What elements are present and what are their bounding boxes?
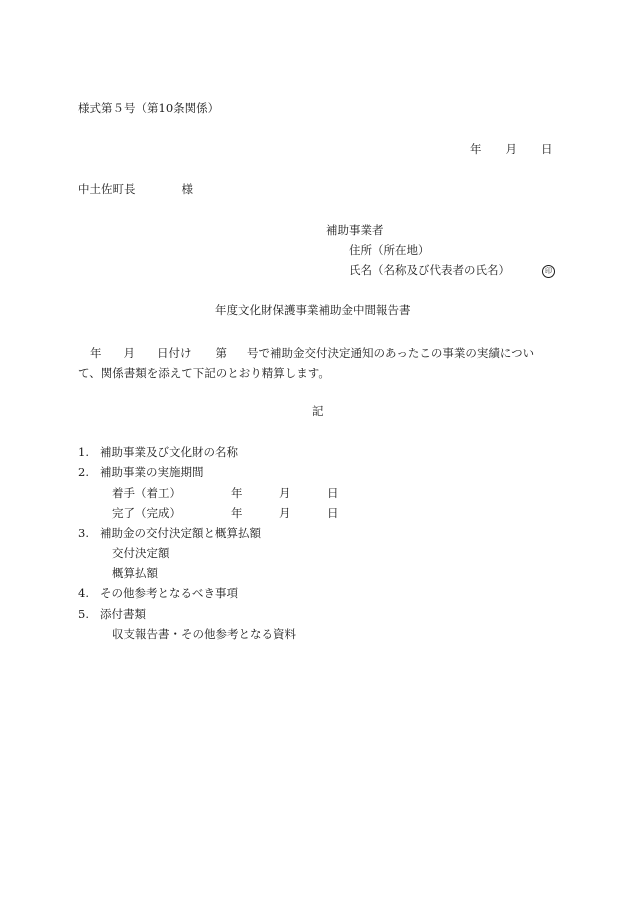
addressee — [78, 183, 193, 197]
ki-heading: 記 — [312, 404, 324, 418]
addressee-name: 中土佐町長 — [78, 182, 136, 196]
item-2-label: 補助事業の実施期間 — [100, 465, 204, 479]
item-4-label: その他参考となるべき事項 — [100, 586, 238, 600]
applicant-heading: 補助事業者 — [326, 223, 384, 237]
item-3-sub-2: 概算払額 — [112, 566, 158, 580]
item-2-end-year: 年 — [231, 506, 243, 520]
seal-icon: 印 — [542, 265, 555, 278]
date-year: 年 — [470, 142, 482, 156]
intro-number-prefix: 第 — [215, 346, 227, 360]
intro-year: 年 — [90, 346, 102, 360]
item-2-number: 2. — [78, 465, 89, 479]
item-3-number: 3. — [78, 526, 89, 540]
intro-text-1: 号で補助金交付決定通知のあったこの事業の実績につい — [247, 346, 535, 360]
document-title: 年度文化財保護事業補助金中間報告書 — [215, 303, 411, 317]
item-3-sub-1: 交付決定額 — [112, 546, 170, 560]
item-2-end-month: 月 — [279, 506, 291, 520]
item-1-label: 補助事業及び文化財の名称 — [100, 445, 238, 459]
item-2-start-year: 年 — [231, 486, 243, 500]
intro-line-1 — [78, 343, 556, 363]
item-5-number: 5. — [78, 607, 89, 621]
applicant-name-row — [349, 264, 510, 278]
item-4-number: 4. — [78, 586, 89, 600]
intro-line-2: て、関係書類を添えて下記のとおり精算します。 — [78, 366, 330, 380]
item-2-start-day: 日 — [327, 486, 339, 500]
item-5-sub-1: 収支報告書・その他参考となる資料 — [112, 627, 296, 641]
item-2-end-day: 日 — [327, 506, 339, 520]
item-2-start-month: 月 — [279, 486, 291, 500]
item-2-end-label: 完了（完成） — [112, 506, 181, 520]
date-day: 日 — [541, 142, 553, 156]
seal-mark — [542, 264, 555, 278]
item-5-label: 添付書類 — [100, 607, 146, 621]
applicant-name-label: 氏名（名称及び代表者の氏名） — [349, 263, 510, 277]
date-line — [470, 143, 553, 157]
addressee-honorific: 様 — [181, 182, 193, 196]
item-1-number: 1. — [78, 445, 89, 459]
item-2-start-label: 着手（着工） — [112, 486, 181, 500]
intro-paragraph — [78, 343, 556, 383]
applicant-address-label: 住所（所在地） — [349, 243, 430, 257]
intro-day: 日付け — [157, 346, 192, 360]
date-month: 月 — [505, 142, 517, 156]
item-3-label: 補助金の交付決定額と概算払額 — [100, 526, 261, 540]
form-number: 様式第５号（第10条関係） — [78, 101, 220, 115]
intro-month: 月 — [123, 346, 135, 360]
